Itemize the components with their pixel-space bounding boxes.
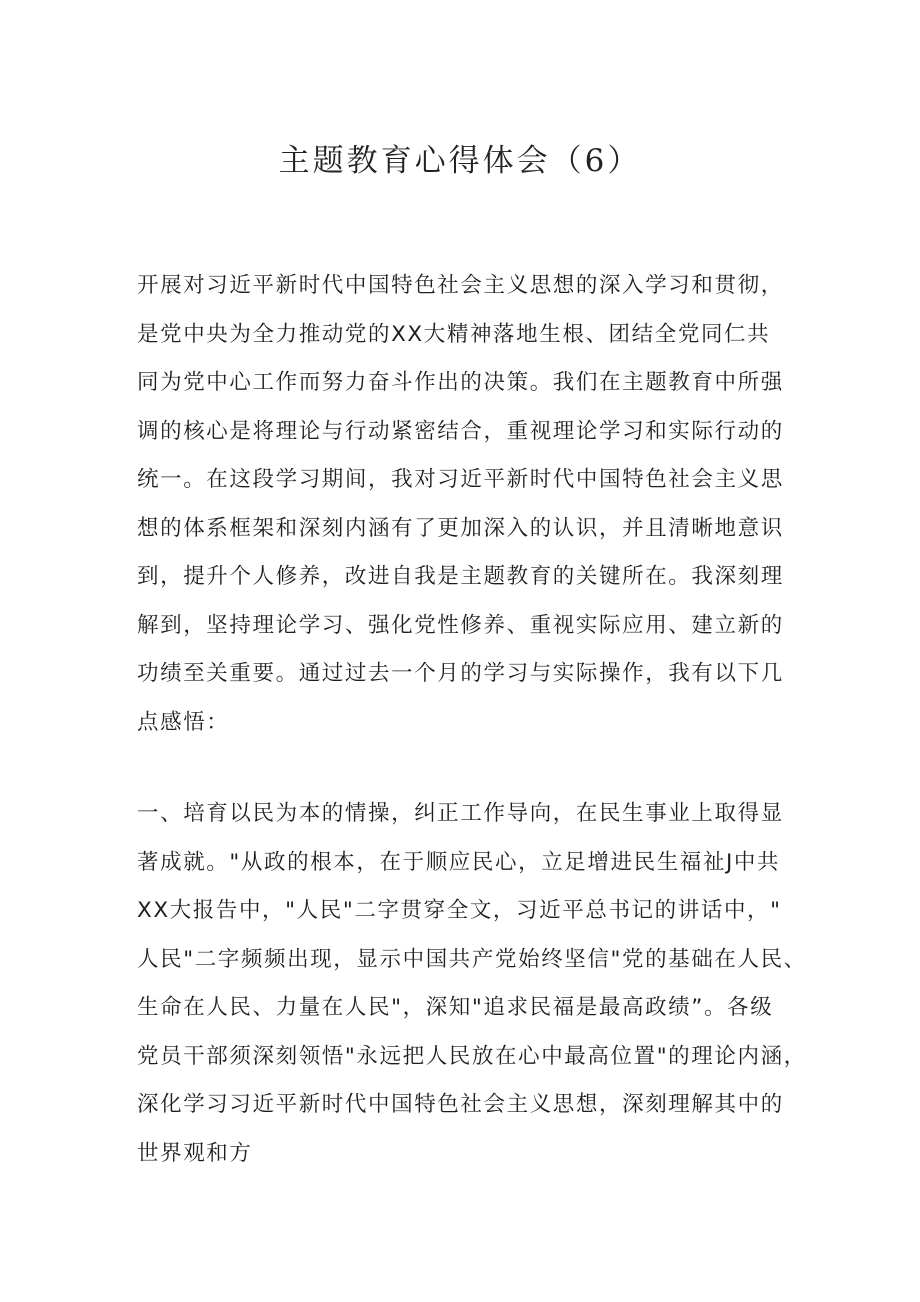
paragraph-line: 想的体系框架和深刻内涵有了更加深入的认识，并且清晰地意识 xyxy=(137,515,784,541)
paragraph-line: 开展对习近平新时代中国特色社会主义思想的深入学习和贯彻， xyxy=(137,273,784,298)
paragraph-line: 同为党中心工作而努力奋斗作出的决策。我们在主题教育中所强 xyxy=(137,370,784,395)
paragraph-line: 生命在人民、力量在人民"，深知"追求民福是最高政绩”。各级 xyxy=(137,995,774,1020)
paragraph-line: 调的核心是将理论与行动紧密结合，重视理论学习和实际行动的 xyxy=(137,418,784,444)
paragraph-line: 著成就。"从政的根本，在于顺应民心，立足增进民生福祉J中共 xyxy=(137,849,781,875)
paragraph-line: 一、培育以民为本的情操，纠正工作导向，在民生事业上取得显 xyxy=(137,801,784,826)
paragraph-line: 到，提升个人修养，改进自我是主题教育的关键所在。我深刻理 xyxy=(137,564,784,589)
paragraph-section-one xyxy=(137,790,807,1178)
paragraph-line: 是党中央为全力推动党的XX大精神落地生根、团结全党同仁共 xyxy=(137,321,771,347)
paragraph-line: 深化学习习近平新时代中国特色社会主义思想，深刻理解其中的 xyxy=(137,1092,784,1117)
paragraph-intro xyxy=(137,262,797,747)
paragraph-line: 解到，坚持理论学习、强化党性修养、重视实际应用、建立新的 xyxy=(137,612,784,638)
paragraph-line: 功绩至关重要。通过过去一个月的学习与实际操作，我有以下几 xyxy=(137,661,784,686)
paragraph-line: XX大报告中，"人民"二字贯穿全文，习近平总书记的讲话中，" xyxy=(137,898,782,923)
paragraph-line: 世界观和方 xyxy=(137,1140,253,1166)
paragraph-line: 人民"二字频频出现，显示中国共产党始终坚信"党的基础在人民、 xyxy=(137,946,807,972)
paragraph-line: 点感悟： xyxy=(137,709,230,735)
document-title: 主题教育心得体会（6） xyxy=(278,143,642,179)
paragraph-line: 党员干部须深刻领悟"永远把人民放在心中最高位置"的理论内涵， xyxy=(137,1043,807,1069)
paragraph-line: 统一。在这段学习期间，我对习近平新时代中国特色社会主义思 xyxy=(137,467,784,492)
